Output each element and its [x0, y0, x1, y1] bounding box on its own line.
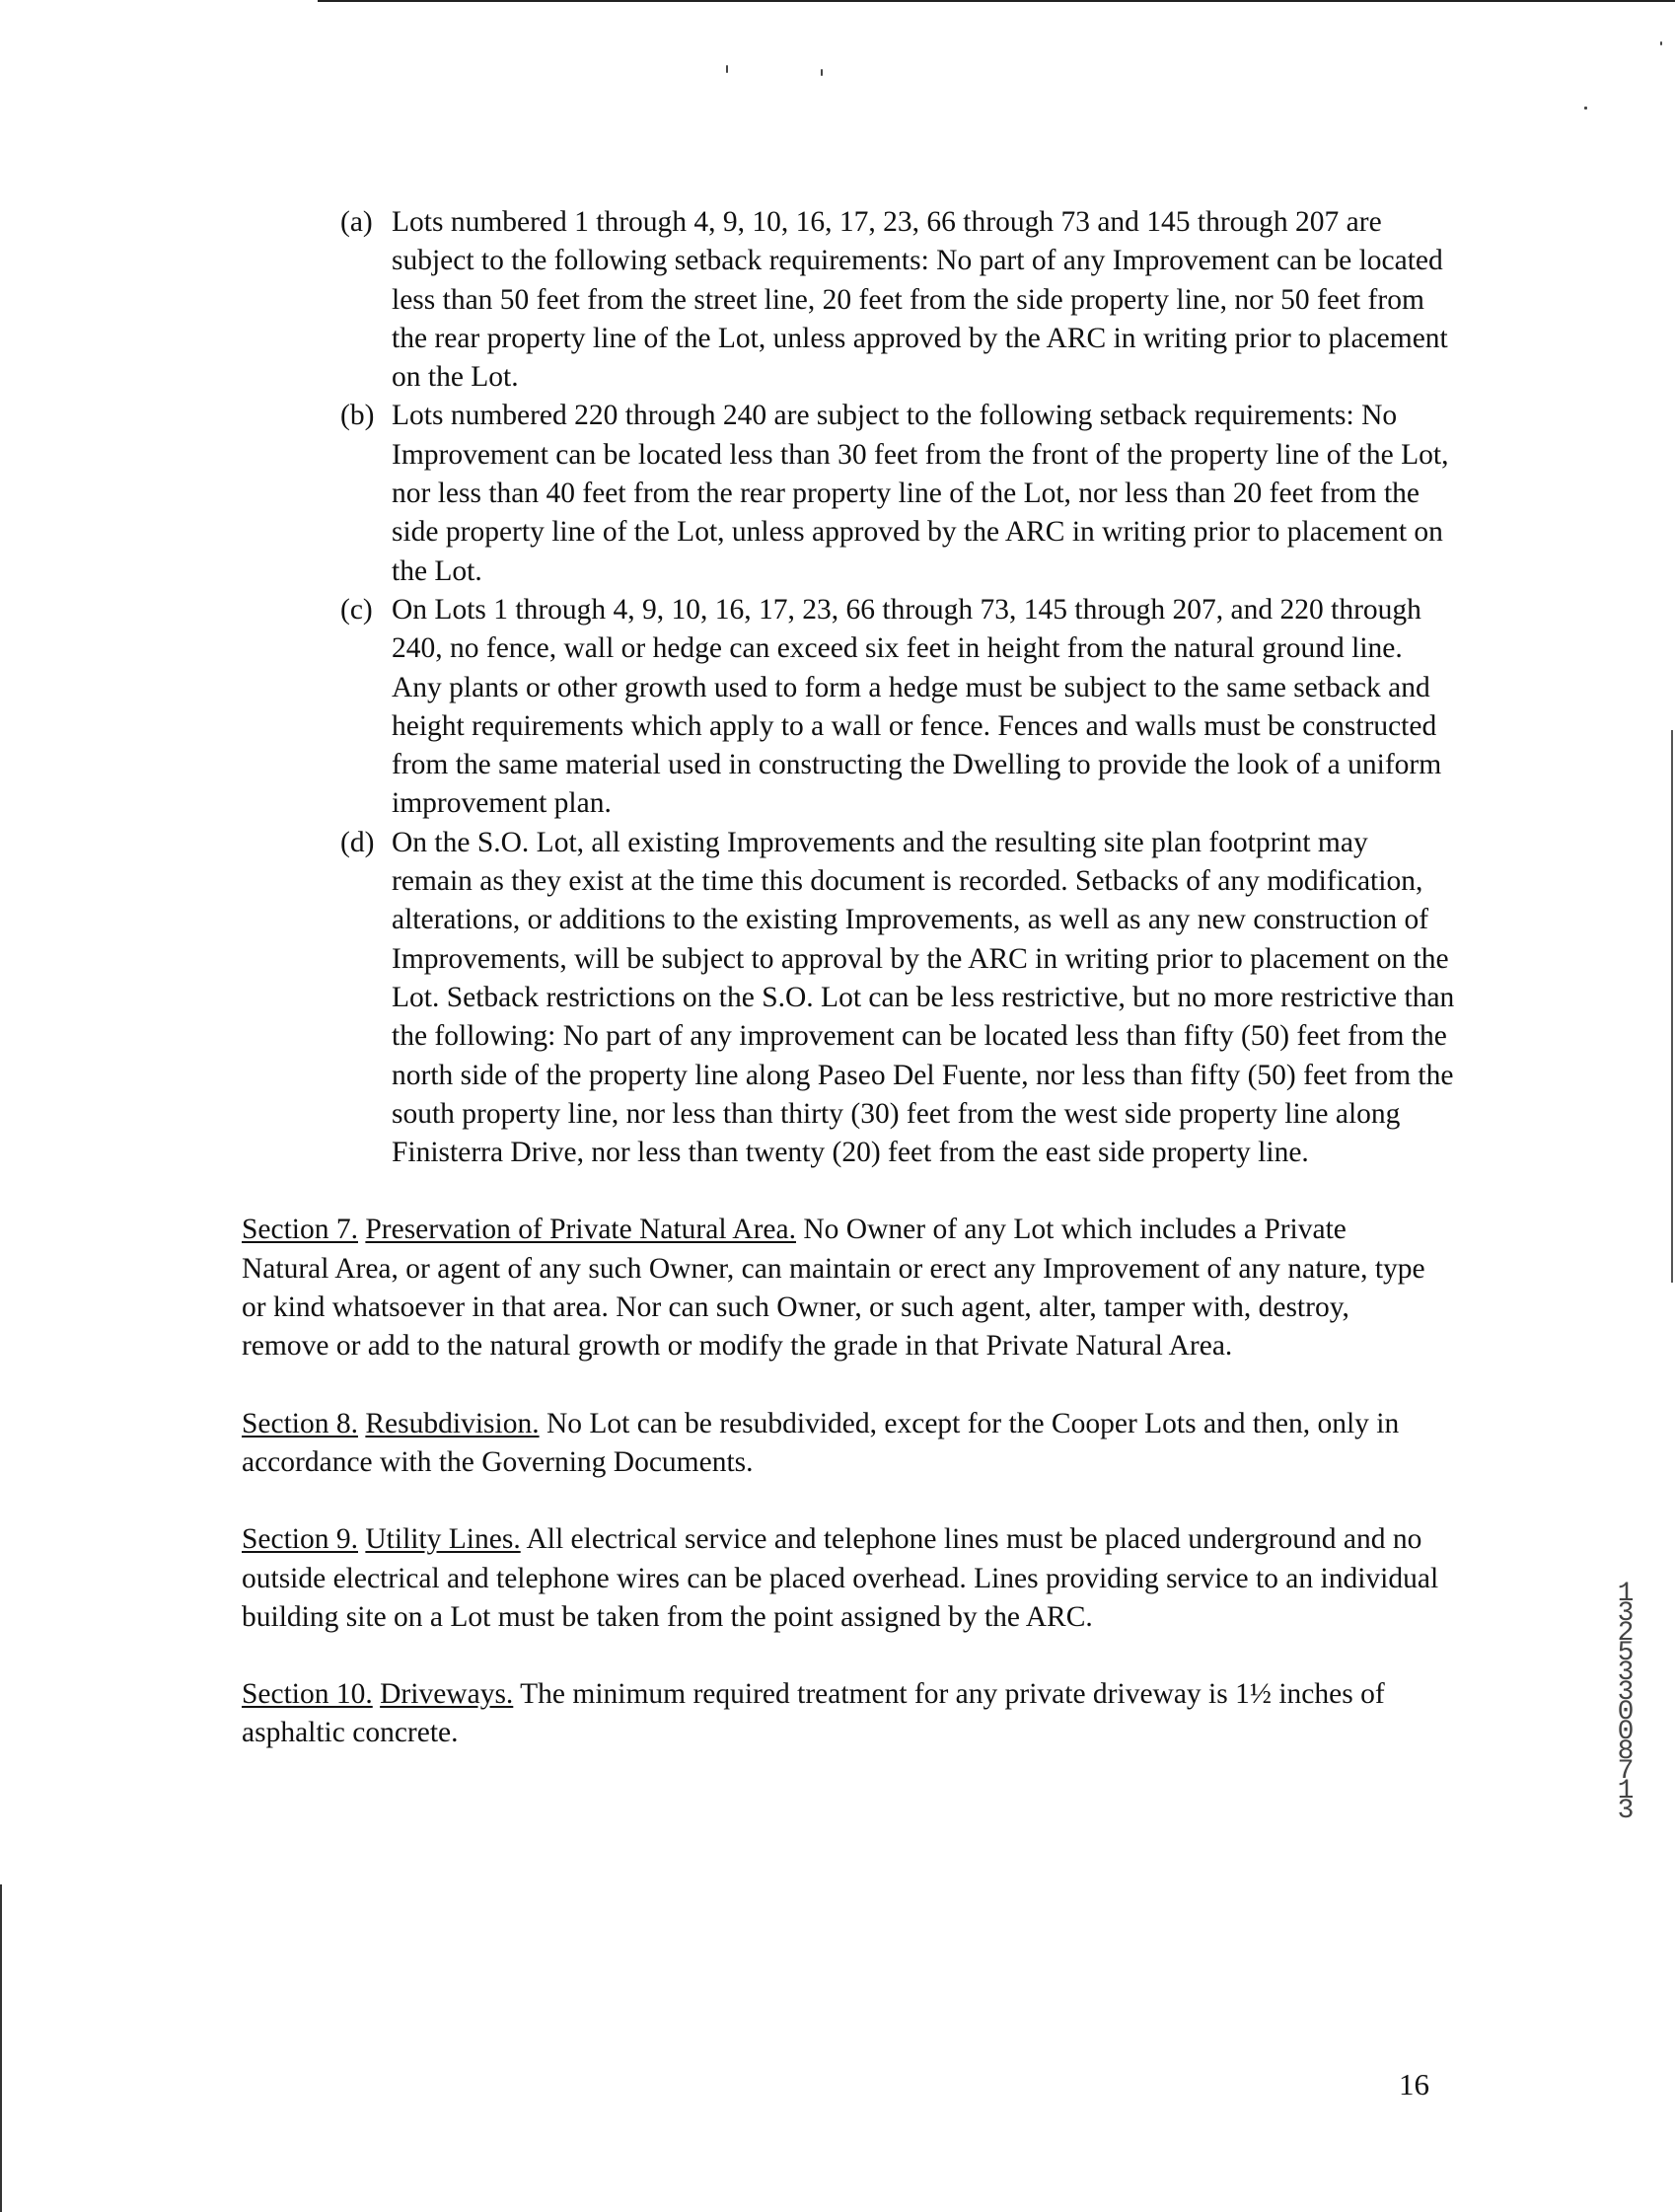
section-title: Resubdivision. [365, 1407, 540, 1439]
section-8 [242, 1405, 1440, 1483]
section-body: The minimum required treatment for any private driveway is 1½ inches of asphaltic concrete. [242, 1678, 1385, 1749]
section-number: Section 8. [242, 1407, 358, 1439]
list-item-text: Lots numbered 220 through 240 are subject to the following setback requirements: No Improvement can be located less than 30 feet from the front of the property line of the Lot, nor less than 40 feet from the rear property line of the Lot, nor less than 20 feet from the side property line of the Lot, unless approved by the ARC in writing prior to placement on the Lot. [392, 400, 1449, 587]
scan-edge-right [1671, 730, 1673, 1283]
section-9 [242, 1520, 1440, 1637]
list-item-text: On the S.O. Lot, all existing Improvements and the resulting site plan footprint may remain as they exist at the time this document is recorded. Setbacks of any modification, alterations, or additions to the existing Improvements, as well as any new construction of Improvements, will be subject to approval by the ARC in writing prior to placement on the Lot. Setback restrictions on the S.O. Lot can be less restrictive, but no more restrictive than the following: No part of any improvement can be located less than fifty (50) feet from the north side of the property line along Paseo Del Fuente, nor less than fifty (50) feet from the south property line, nor less than thirty (30) feet from the west side property line along Finisterra Drive, nor less than twenty (20) feet from the east side property line. [392, 826, 1455, 1169]
list-item-a [242, 203, 1455, 397]
list-item-text: On Lots 1 through 4, 9, 10, 16, 17, 23, 66 through 73, 145 through 207, and 220 through 240, no fence, wall or hedge can exceed six feet in height from the natural ground line. Any plants or other growth used to form a hedge must be subject to the same setback and height requirements which apply to a wall or fence. Fences and walls must be constructed from the same material used in constructing the Dwelling to provide the look of a uniform improvement plan. [392, 593, 1442, 820]
document-body [242, 203, 1455, 1753]
section-body: All electrical service and telephone lines must be placed underground and no outside electrical and telephone wires can be placed overhead. Lines providing service to an individual building site on a Lot must be taken from the point assigned by the ARC. [242, 1523, 1439, 1633]
section-number: Section 10. [242, 1678, 373, 1711]
list-marker: (b) [340, 400, 375, 432]
section-title: Utility Lines. [365, 1523, 521, 1556]
section-10 [242, 1675, 1440, 1753]
section-number: Section 7. [242, 1214, 358, 1246]
section-7 [242, 1211, 1440, 1365]
section-title: Preservation of Private Natural Area. [365, 1214, 796, 1246]
list-marker: (d) [340, 826, 375, 858]
list-item-text: Lots numbered 1 through 4, 9, 10, 16, 17, 23, 66 through 73 and 145 through 207 are subject to the following setback requirements: No part of any Improvement can be located less than 50 feet from the street line, 20 feet from the side property line, nor 50 feet from the rear property line of the Lot, unless approved by the ARC in writing prior to placement on the Lot. [392, 206, 1448, 394]
section-title: Driveways. [380, 1678, 514, 1711]
scan-edge-left [0, 1884, 2, 2212]
list-item-d [242, 824, 1455, 1173]
list-marker: (a) [340, 206, 373, 238]
list-marker: (c) [340, 593, 373, 626]
section-body: No Lot can be resubdivided, except for the Cooper Lots and then, only in accordance with the Governing Documents. [242, 1407, 1400, 1478]
scan-speck [1660, 41, 1662, 45]
setback-list [242, 203, 1455, 1172]
section-body: No Owner of any Lot which includes a Private Natural Area, or agent of any such Owner, can maintain or erect any Improvement of any nature, type or kind whatsoever in that area. Nor can such Owner, or such agent, alter, tamper with, destroy, remove or add to the natural growth or modify the grade in that Private Natural Area. [242, 1214, 1425, 1363]
scan-speck [1584, 107, 1587, 110]
recording-stamp: 1325330 08713 [1617, 1579, 1651, 1826]
scan-speck [821, 69, 823, 76]
scan-edge-top [318, 0, 1675, 2]
list-item-c [242, 591, 1455, 824]
section-number: Section 9. [242, 1523, 358, 1556]
scan-speck [726, 65, 728, 73]
list-item-b [242, 397, 1455, 590]
page-number: 16 [1399, 2067, 1429, 2101]
